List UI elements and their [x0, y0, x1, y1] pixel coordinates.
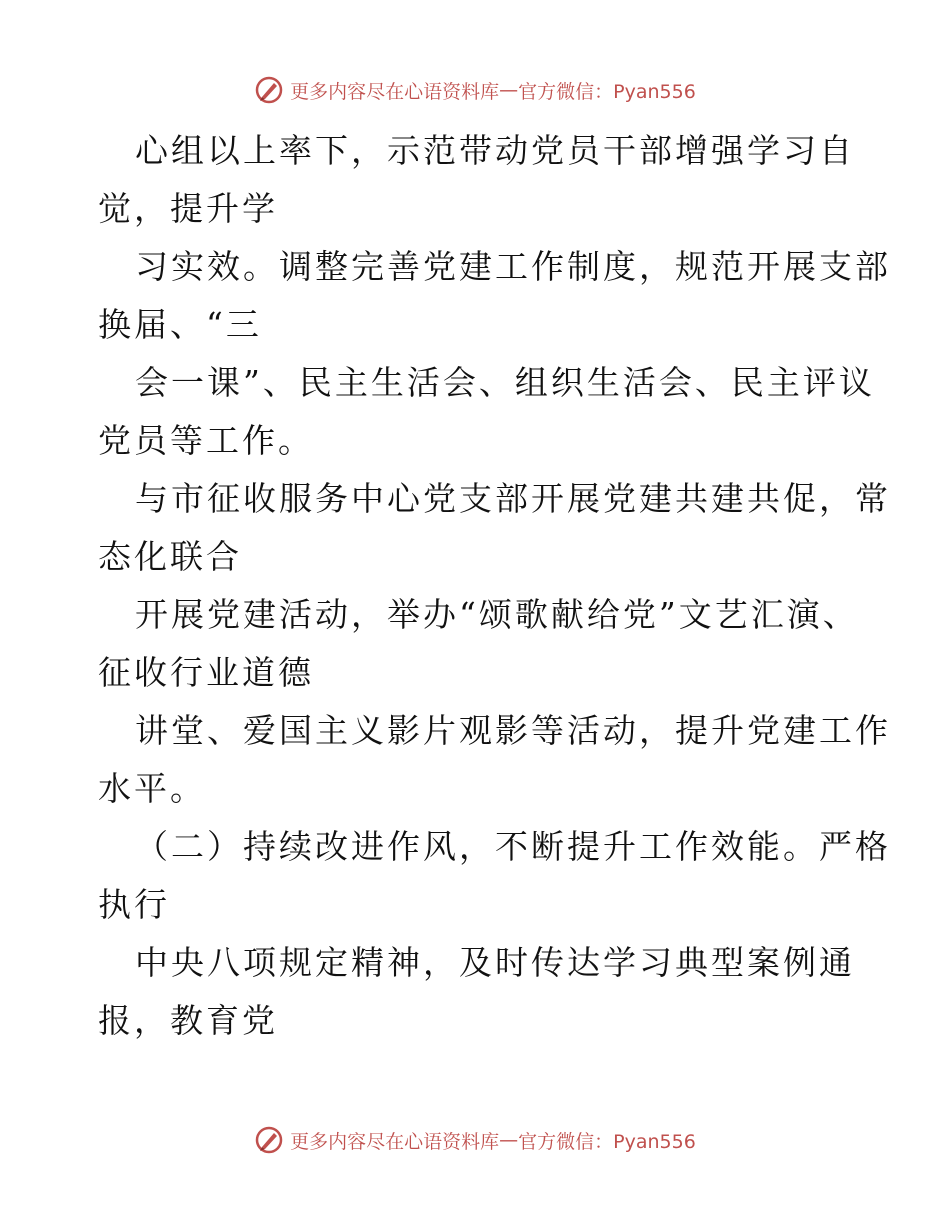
header-wechat-text: 官方微信：Pyan556: [518, 80, 696, 103]
footer-wechat-text: 官方微信：Pyan556: [518, 1130, 696, 1153]
text-line: 中央八项规定精神，及时传达学习典型案例通: [135, 943, 855, 982]
text-line: 与市征收服务中心党支部开展党建共建共促，常: [135, 479, 891, 518]
text-line: 开展党建活动，举办“颂歌献给党”文艺汇演、: [135, 595, 859, 634]
text-line: 讲堂、爱国主义影片观影等活动，提升党建工作: [135, 711, 891, 750]
text-line: 心组以上率下，示范带动党员干部增强学习自: [135, 131, 855, 170]
header-separator: —: [499, 79, 519, 101]
text-line: 觉，提升学: [98, 189, 278, 228]
pen-logo-icon: [254, 1125, 284, 1155]
text-line: 会一课”、民主生活会、组织生活会、民主评议: [135, 363, 875, 402]
text-line: 换届、“三: [98, 305, 262, 344]
text-line: 水平。: [98, 769, 206, 808]
header-banner: [0, 70, 950, 110]
text-line: 态化联合: [98, 537, 242, 576]
text-line: 党员等工作。: [98, 421, 314, 460]
text-line: （二）持续改进作风，不断提升工作效能。严格: [135, 827, 891, 866]
text-line: 征收行业道德: [98, 653, 314, 692]
footer-site-text: 更多内容尽在心语资料库: [290, 1130, 500, 1153]
footer-separator: —: [499, 1129, 519, 1151]
text-line: 习实效。调整完善党建工作制度，规范开展支部: [135, 247, 891, 286]
header-site-text: 更多内容尽在心语资料库: [290, 80, 500, 103]
footer-banner: [0, 1120, 950, 1160]
text-line: 执行: [98, 885, 170, 924]
text-line: 报，教育党: [98, 1001, 278, 1040]
document-body: [98, 122, 891, 1050]
pen-logo-icon: [254, 75, 284, 105]
